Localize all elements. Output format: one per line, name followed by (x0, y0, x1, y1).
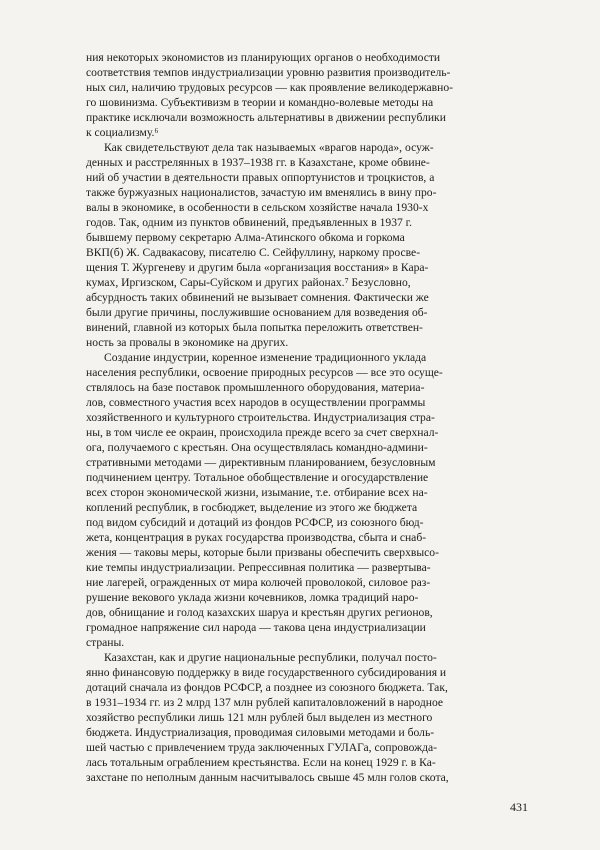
text-line: ность за провалы в экономике на других. (86, 336, 289, 349)
text-line: были другие причины, послужившие основанием для возведения об- (86, 306, 428, 319)
page-number: 431 (510, 800, 528, 814)
text-line: хозяйственного и культурного строительства. Индустриализация стра- (86, 411, 435, 424)
text-line: громадное напряжение сил народа — такова цена индустриализации (86, 621, 426, 634)
text-line: страны. (86, 636, 125, 649)
text-line: всех сторон экономической жизни, изымание, т.е. отбирание всех на- (86, 486, 428, 499)
text-line: ога, получаемого с крестьян. Она осуществлялась командно-админи- (86, 441, 428, 454)
text-line: ных сил, наличию трудовых ресурсов — как проявление великодержавно- (86, 81, 453, 94)
text-line: денных и расстрелянных в 1937–1938 гг. в Казахстане, кроме обвине- (86, 156, 430, 169)
text-line: го шовинизма. Субъективизм в теории и командно-волевые методы на (86, 96, 434, 109)
text-line: щения Т. Жургеневу и другим была «организация восстания» в Кара- (86, 261, 429, 274)
text-line: Казахстан, как и другие национальные республики, получал посто- (104, 651, 437, 664)
text-line: ний об участии в деятельности правых оппортунистов и троцкистов, а (86, 171, 435, 184)
text-line: дотаций сначала из фондов РСФСР, а позднее из союзного бюджета. Так, (86, 681, 448, 694)
text-line: ния некоторых экономистов из планирующих органов о необходимости (86, 51, 441, 64)
text-line: годов. Так, одним из пунктов обвинений, предъявленных в 1937 г. (86, 216, 413, 229)
text-line: стративными методами — директивным планированием, безусловным (86, 456, 436, 469)
text-line: подчинением центру. Тотальное обобществление и огосударствление (86, 471, 429, 484)
text-line: рушение векового уклада жизни кочевников, ломка традиций наро- (86, 591, 419, 604)
text-line: также буржуазных националистов, зачастую им вменялись в вину про- (86, 186, 437, 199)
text-line: ны, в том числе ее окраин, происходила прежде всего за счет сверхнал- (86, 426, 439, 439)
paragraph (86, 350, 526, 650)
text-line: населения республики, освоение природных ресурсов — все это осуще- (86, 366, 443, 379)
text-line: валы в экономике, в особенности в сельском хозяйстве начала 1930-х (86, 201, 429, 214)
text-line: в 1931–1934 гг. из 2 млрд 137 млн рублей капиталовложений в народное (86, 696, 444, 709)
text-line: захстане по неполным данным насчитывалось свыше 45 млн голов скота, (86, 771, 449, 784)
paragraph (86, 50, 526, 140)
text-line: хозяйство республики лишь 121 млн рублей был выделен из местного (86, 711, 433, 724)
text-line: ствлялось на базе поставок промышленного оборудования, материа- (86, 381, 425, 394)
text-line: абсурдность таких обвинений не вызывает сомнения. Фактически же (86, 291, 429, 304)
paragraph (86, 140, 526, 350)
text-line: Создание индустрии, коренное изменение традиционного уклада (104, 351, 427, 364)
text-line: дов, обнищание и голод казахских шаруа и крестьян других регионов, (86, 606, 433, 619)
text-line: коплений республик, в госбюджет, выделение из этого же бюджета (86, 501, 418, 514)
text-line: шей частью с привлечением труда заключенных ГУЛАГа, сопровожда- (86, 741, 438, 754)
text-line: жения — таковы меры, которые были призваны обеспечить сверхвысо- (86, 546, 439, 559)
text-line: Как свидетельствуют дела так называемых «врагов народа», осуж- (104, 141, 434, 154)
text-line: жета, концентрация в руках государства производства, сбыта и снаб- (86, 531, 427, 544)
text-line: кумах, Иргизском, Сары-Суйском и других районах.⁷ Безусловно, (86, 276, 411, 289)
text-line: бывшему первому секретарю Алма-Атинского обкома и горкома (86, 231, 405, 244)
text-line: практике исключали возможность альтернативы в движении республики (86, 111, 446, 124)
text-line: под видом субсидий и дотаций из фондов РСФСР, из союзного бюд- (86, 516, 424, 529)
text-line: янно финансовую поддержку в виде государственного субсидирования и (86, 666, 447, 679)
body-text (86, 50, 526, 785)
text-line: соответствия темпов индустриализации уровню развития производитель- (86, 66, 451, 79)
text-line: кие темпы индустриализации. Репрессивная политика — развертыва- (86, 561, 431, 574)
text-line: к социализму.⁶ (86, 126, 159, 139)
text-line: лов, совместного участия всех народов в осуществлении программы (86, 396, 426, 409)
text-line: бюджета. Индустриализация, проводимая силовыми методами и боль- (86, 726, 435, 739)
text-line: винений, главной из которых была попытка переложить ответствен- (86, 321, 423, 334)
text-line: ние лагерей, огражденных от мира колючей проволокой, силовое раз- (86, 576, 431, 589)
text-line: лась тотальным ограблением крестьянства. Если на конец 1929 г. в Ка- (86, 756, 436, 769)
paragraph (86, 650, 526, 785)
text-line: ВКП(б) Ж. Садвакасову, писателю С. Сейфуллину, наркому просве- (86, 246, 421, 259)
